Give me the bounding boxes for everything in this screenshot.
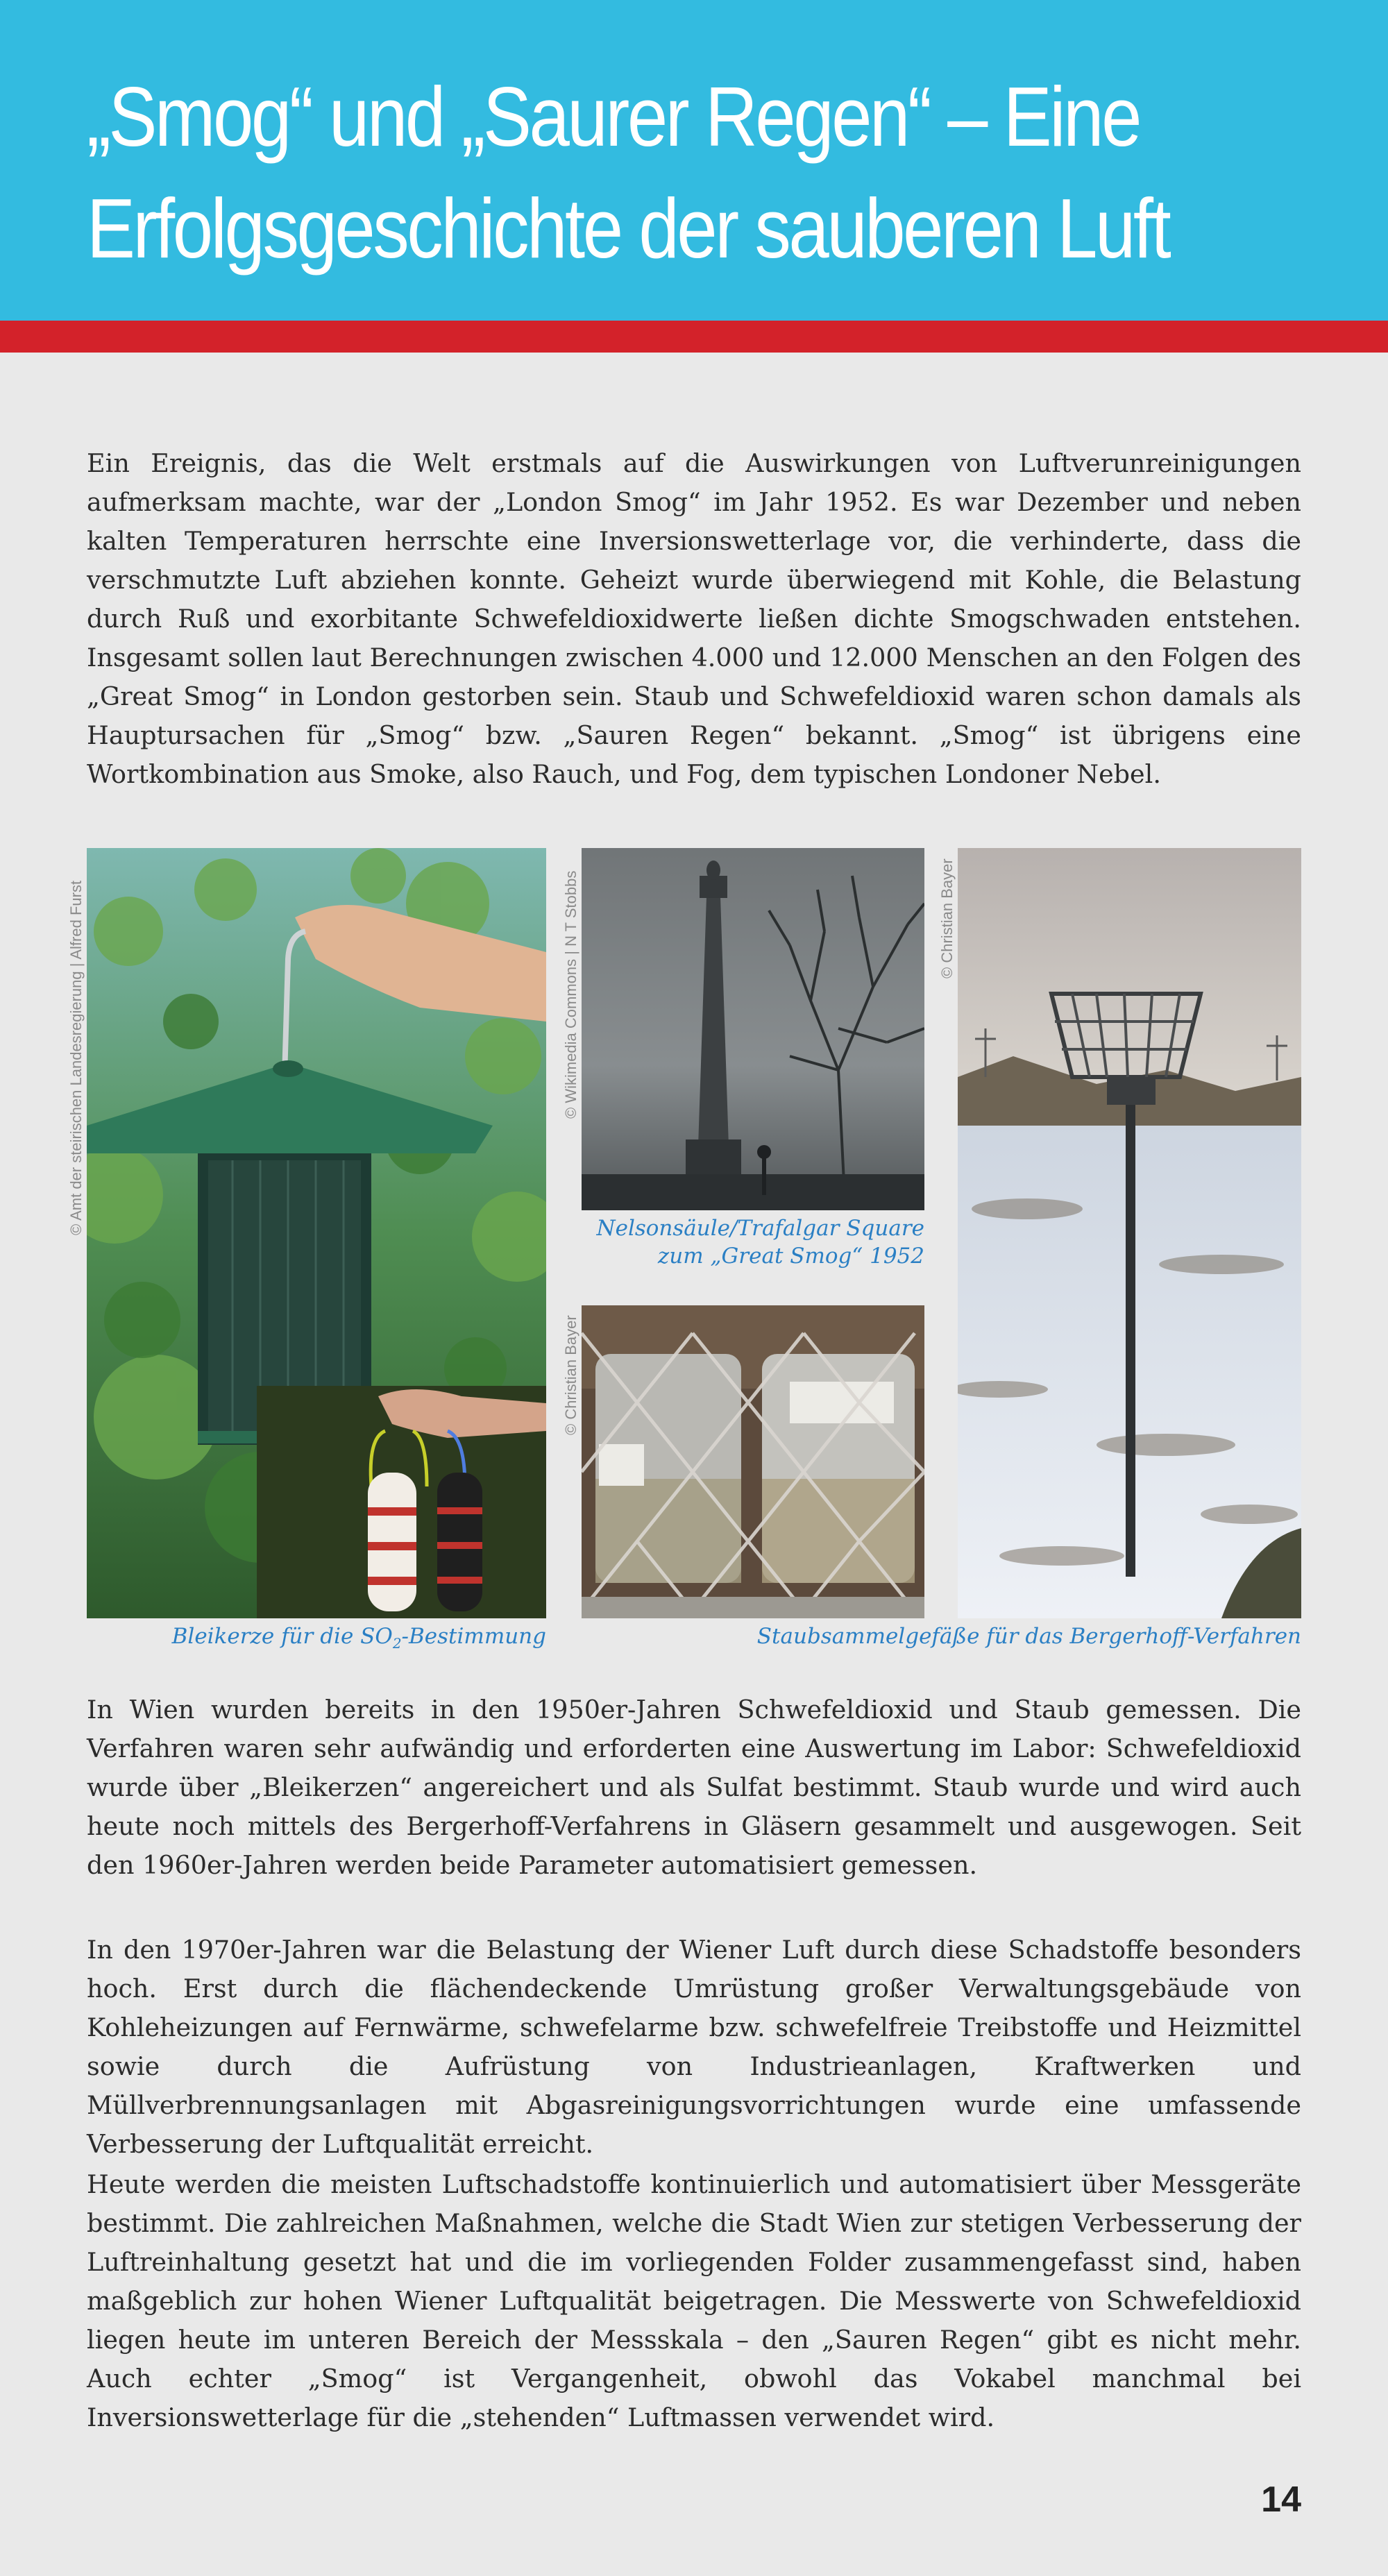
dust-glasses-photo-credit: © Christian Bayer [562, 1315, 579, 1435]
lead-candle-caption-prefix: Bleikerze für die SO [171, 1624, 393, 1649]
nelson-caption-line-2: zum „Great Smog“ 1952 [657, 1244, 924, 1269]
title-line-1: „Smog“ und „Saurer Regen“ – Eine [87, 69, 1140, 164]
nelson-caption-line-1: Nelsonsäule/Trafalgar Square [596, 1216, 924, 1241]
dust-glasses-photo [582, 1305, 924, 1618]
bergerhoff-caption: Staubsammelgefäße für das Bergerhoff-Verfahren [756, 1624, 1301, 1649]
bergerhoff-collector-photo [958, 848, 1301, 1618]
page-number: 14 [1261, 2480, 1301, 2520]
title-line-2: Erfolgsgeschichte der sauberen Luft [87, 181, 1169, 276]
bergerhoff-collector-image [958, 848, 1301, 1618]
body-paragraph-4: Heute werden die meisten Luftschadstoffe kontinuierlich und automatisiert über Messgeräte bestimmt. Die zahlreichen Maßnahmen, welche die Stadt Wien zur stetigen Verbesserung der Luftreinhaltung gesetzt hat und die im vorliegenden Folder zusammengefasst sind, haben maßgeblich zur hohen Wiener Luftqualität beigetragen. Die Messwerte von Schwefeldioxid liegen heute im unteren Bereich der Messskala – den „Sauren Regen“ gibt es nicht mehr. Auch echter „Smog“ ist Vergangenheit, obwohl das Vokabel manchmal bei Inversionswetterlage für die „stehenden“ Luftmassen verwendet wird. [87, 2169, 1301, 2432]
lead-candle-photo-credit: © Amt der steirischen Landesregierung | Alfred Furst [67, 880, 85, 1235]
page-header [0, 0, 1388, 321]
body-paragraph-2: In Wien wurden bereits in den 1950er-Jahren Schwefeldioxid und Staub gemessen. Die Verfahren waren sehr aufwändig und erforderten eine Auswertung im Labor: Schwefeldioxid wurde über „Bleikerzen“ angereichert und als Sulfat bestimmt. Staub wurde und wird auch heute noch mittels des Bergerhoff-Verfahrens in Gläsern gesammelt und ausgewogen. Seit den 1960er-Jahren werden beide Parameter automatisiert gemessen. [87, 1695, 1301, 1880]
nelson-column-photo [582, 848, 924, 1210]
lead-candle-image [87, 848, 546, 1618]
dust-glasses-image [582, 1305, 924, 1618]
lead-candle-caption-suffix: -Bestimmung [401, 1624, 546, 1649]
lead-candle-photo [87, 848, 546, 1618]
lead-candle-caption-subscript: 2 [392, 1635, 402, 1652]
page-title [87, 61, 1169, 285]
nelson-column-caption [555, 1214, 924, 1270]
bergerhoff-photo-credit: © Christian Bayer [938, 858, 956, 978]
intro-paragraph: Ein Ereignis, das die Welt erstmals auf die Auswirkungen von Luftverunreinigungen aufmerksam machte, war der „London Smog“ im Jahr 1952. Es war Dezember und neben kalten Temperaturen herrschte eine Inversionswetterlage vor, die verhinderte, dass die verschmutzte Luft abziehen konnte. Geheizt wurde überwiegend mit Kohle, die Belastung durch Ruß und exorbitante Schwefeldioxidwerte ließen dichte Smogschwaden entstehen. Insgesamt sollen laut Berechnungen zwischen 4.000 und 12.000 Menschen an den Folgen des „Great Smog“ in London gestorben sein. Staub und Schwefeldioxid waren schon damals als Hauptursachen für „Smog“ bzw. „Sauren Regen“ bekannt. „Smog“ ist übrigens eine Wortkombination aus Smoke, also Rauch, und Fog, dem typischen Londoner Nebel. [87, 448, 1301, 789]
lead-candle-caption [87, 1622, 546, 1657]
nelson-column-image [582, 848, 924, 1210]
nelson-column-photo-credit: © Wikimedia Commons | N T Stobbs [562, 870, 579, 1119]
header-accent-bar [0, 321, 1388, 353]
body-paragraph-3: In den 1970er-Jahren war die Belastung der Wiener Luft durch diese Schadstoffe besonders hoch. Erst durch die flächendeckende Umrüstung großer Verwaltungsgebäude von Kohleheizungen auf Fernwärme, schwefelarme bzw. schwefelfreie Treibstoffe und Heizmittel sowie durch die Aufrüstung von Industrieanlagen, Kraftwerken und Müllverbrennungsanlagen mit Abgasreinigungsvorrichtungen wurde eine umfassende Verbesserung der Luftqualität erreicht. [87, 1935, 1301, 2159]
